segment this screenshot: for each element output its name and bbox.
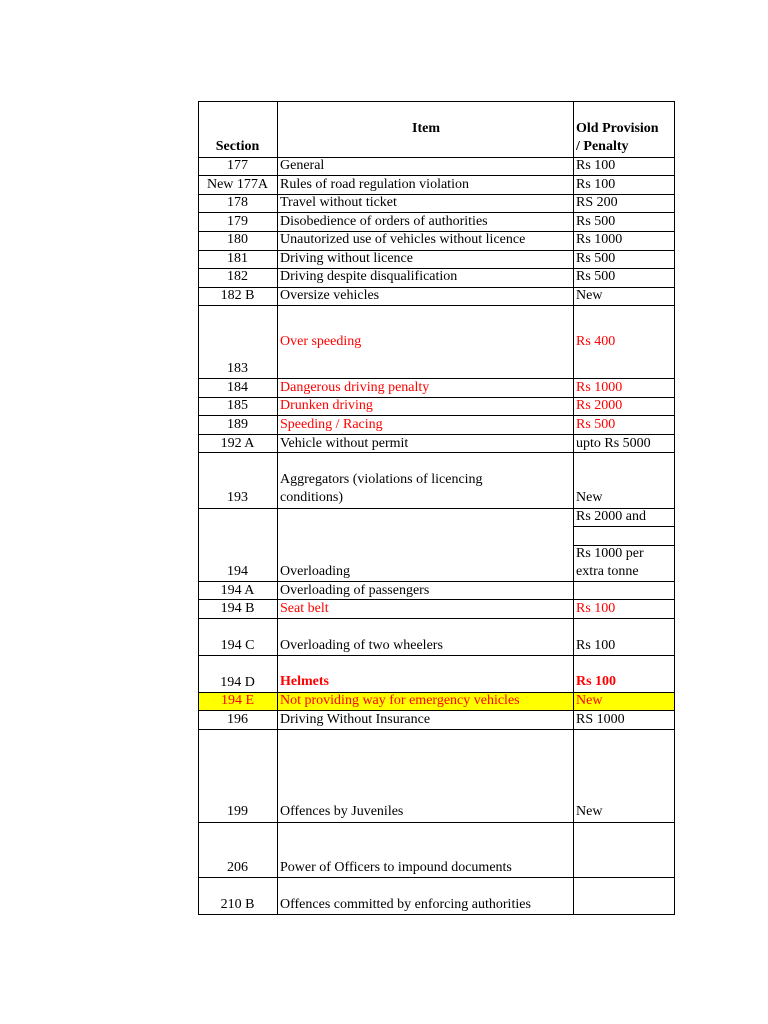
- table-row-old: New: [576, 693, 603, 708]
- table-row-item: Driving Without Insurance: [280, 712, 431, 727]
- table-row-section: 182: [227, 269, 248, 284]
- table-row-item: Overloading: [280, 564, 350, 579]
- table-row-old: Rs 1000: [576, 232, 623, 247]
- table-row-section: 193: [227, 490, 248, 505]
- header-section: Section: [215, 139, 260, 154]
- table-row-section: 210 B: [220, 897, 255, 912]
- table-row-section: 189: [227, 417, 248, 432]
- table-row-item: Seat belt: [280, 601, 329, 616]
- table-row-section: 177: [227, 158, 248, 173]
- table-row-item: General: [280, 158, 325, 173]
- table-row-old: Rs 100: [576, 158, 616, 173]
- table-row-section: 196: [227, 712, 248, 727]
- table-row-old: Rs 1000: [576, 380, 623, 395]
- table-row-section: 194: [227, 564, 248, 579]
- table-row-section: 185: [227, 398, 248, 413]
- table-row-section: 194 E: [220, 693, 255, 708]
- table-row-item: Driving despite disqualification: [280, 269, 458, 284]
- table-row-section: 183: [227, 361, 248, 376]
- table-row-section: 181: [227, 251, 248, 266]
- table-row-old: Rs 100: [576, 601, 616, 616]
- table-row-item: Oversize vehicles: [280, 288, 380, 303]
- table-row-section: 199: [227, 804, 248, 819]
- header-old-provision: Old Provision: [576, 121, 659, 136]
- header-item: Item: [412, 121, 440, 136]
- table-row-old: Rs 1000 per: [576, 546, 644, 561]
- table-row-item: Speeding / Racing: [280, 417, 383, 432]
- table-row-item: Dangerous driving penalty: [280, 380, 430, 395]
- table-row-old: New: [576, 804, 603, 819]
- table-row-item: Rules of road regulation violation: [280, 177, 469, 192]
- table-row-section: 182 B: [220, 288, 255, 303]
- table-row-old: Rs 500: [576, 269, 616, 284]
- table-row-old: Rs 100: [576, 177, 616, 192]
- table-row-item: Aggregators (violations of licencing: [280, 472, 483, 487]
- table-row-item: Power of Officers to impound documents: [280, 860, 512, 875]
- table-row-item: Drunken driving: [280, 398, 373, 413]
- table-row-item: Helmets: [280, 674, 329, 689]
- table-row-section: 192 A: [220, 436, 255, 451]
- table-row-old: Rs 500: [576, 251, 616, 266]
- table-row-item: Over speeding: [280, 334, 362, 349]
- table-row-item: Overloading of passengers: [280, 583, 430, 598]
- table-row-old: RS 200: [576, 195, 618, 210]
- table-row-section: 206: [227, 860, 248, 875]
- table-row-old: Rs 500: [576, 214, 616, 229]
- table-row-section: 179: [227, 214, 248, 229]
- table-row-section: 194 A: [220, 583, 255, 598]
- table-row-section: 184: [227, 380, 248, 395]
- table-row-section: 194 D: [220, 675, 255, 690]
- table-row-item: Offences committed by enforcing authorities: [280, 897, 531, 912]
- table-row-item: Not providing way for emergency vehicles: [280, 693, 520, 708]
- table-row-old: Rs 2000 and: [576, 509, 646, 524]
- table-row-item: Disobedience of orders of authorities: [280, 214, 488, 229]
- table-row-old: Rs 400: [576, 334, 616, 349]
- table-row-old: RS 1000: [576, 712, 625, 727]
- table-row-section: 194 B: [220, 601, 255, 616]
- table-row-section: 178: [227, 195, 248, 210]
- table-row-item: Driving without licence: [280, 251, 413, 266]
- table-row-old: extra tonne: [576, 564, 639, 579]
- table-row-old: upto Rs 5000: [576, 436, 651, 451]
- table-row-item: Unautorized use of vehicles without licence: [280, 232, 526, 247]
- table-row-old: Rs 100: [576, 638, 616, 653]
- table-row-section: 180: [227, 232, 248, 247]
- table-row-section: New 177A: [206, 177, 269, 192]
- table-row-old: New: [576, 490, 603, 505]
- table-row-item: Offences by Juveniles: [280, 804, 404, 819]
- table-row-item: Vehicle without permit: [280, 436, 409, 451]
- table-row-old: Rs 100: [576, 674, 617, 689]
- table-row-item: conditions): [280, 490, 343, 505]
- table-row-section: 194 C: [220, 638, 255, 653]
- table-row-old: New: [576, 288, 603, 303]
- table-row-old: Rs 2000: [576, 398, 623, 413]
- table-row-old: Rs 500: [576, 417, 616, 432]
- table-row-item: Overloading of two wheelers: [280, 638, 443, 653]
- header-penalty: / Penalty: [576, 139, 629, 154]
- table-row-item: Travel without ticket: [280, 195, 397, 210]
